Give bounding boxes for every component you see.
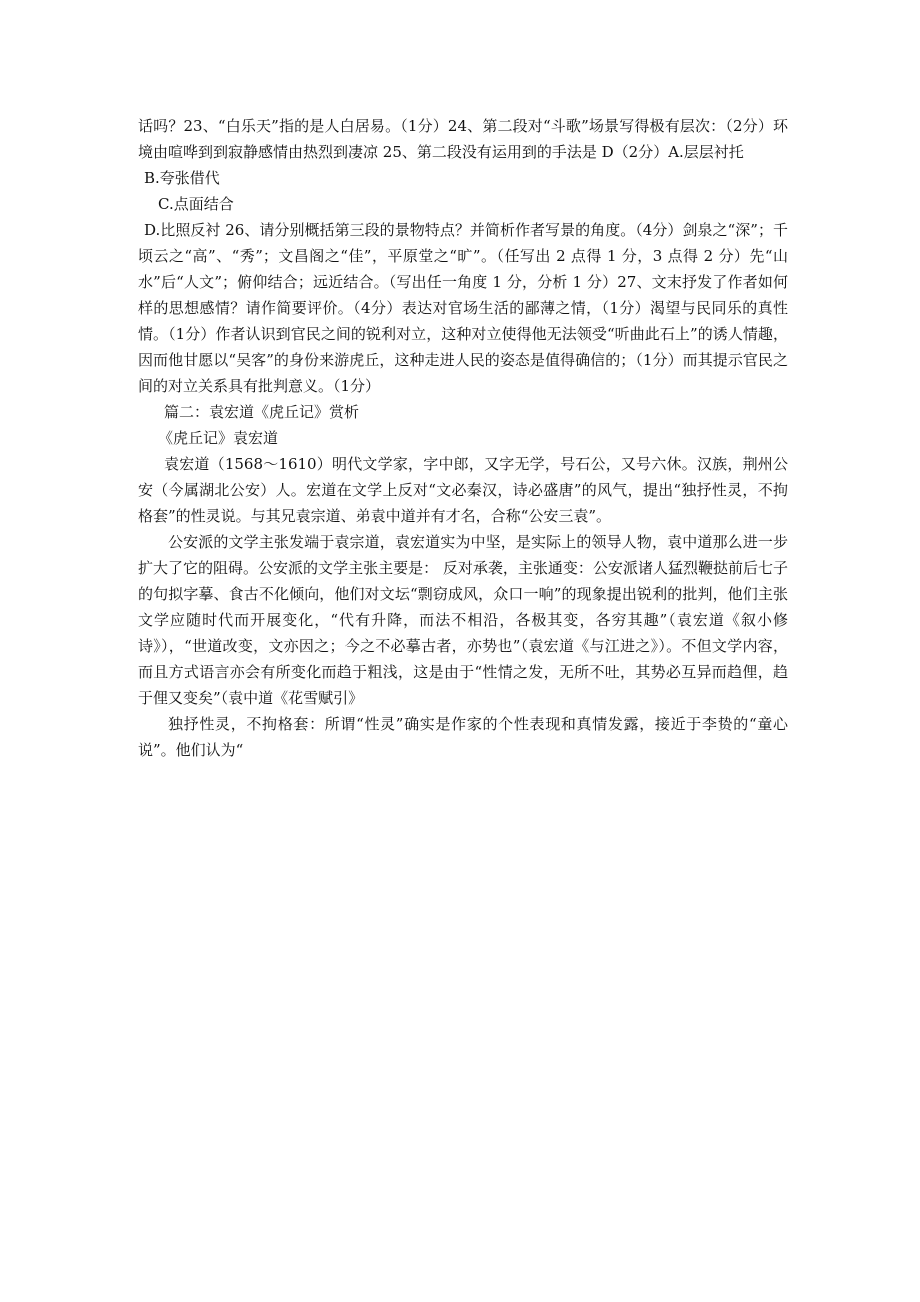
section-heading-part-two: 篇二：袁宏道《虎丘记》赏析 [164,403,360,421]
paragraph-answers-26-27: D.比照反衬 26、请分别概括第三段的景物特点？并简析作者写景的角度。（4分）剑泉之“深”；千顷云之“高”、“秀”；文昌阁之“佳”，平原堂之“旷”。（任写出 2 点得 1 分，3 点得 2 分）先“山水”后“人文”；俯仰结合；远近结合。（写出任一角度 1 分，分析 1 分）27、文末抒发了作者如何样的思想感情？请作简要评价。（4分）表达对官场生活的鄙薄之情，（1分）渴望与民同乐的真性情。（1分）作者认识到官民之间的锐利对立，这种对立使得他无法领受“听曲此石上”的诱人情趣，因而他甘愿以“吴客”的身份来游虎丘，这种走进人民的姿态是值得确信的；（1分）而其提示官民之间的对立关系具有批判意义。（1分） [138,221,788,395]
paragraph-xingling: 独抒性灵，不拘格套：所谓“性灵”确实是作家的个性表现和真情发露，接近于李贽的“童心说”。他们认为“ [138,715,788,759]
paragraph-gongan-school: 公安派的文学主张发端于袁宗道，袁宏道实为中坚，是实际上的领导人物，袁中道那么进一步扩大了它的阻碍。公安派的文学主张主要是： 反对承袭，主张通变：公安派诸人猛烈鞭挞前后七子的句拟字摹、食古不化倾向，他们对文坛“剽窃成风，众口一响”的现象提出锐利的批判，他们主张文学应随时代而开展变化，“代有升降，而法不相沿，各极其变，各穷其趣”（袁宏道《叙小修诗》），“世道改变，文亦因之；今之不必摹古者，亦势也”（袁宏道《与江进之》）。不但文学内容，而且方式语言亦会有所变化而趋于粗浅，这是由于“性情之发，无所不吐，其势必互异而趋俚，趋于俚又变矣”（袁中道《花雪赋引》 [138,533,788,707]
document-page [138,113,788,763]
paragraph-option-b: B.夸张借代 [144,169,220,187]
article-title: 《虎丘记》袁宏道 [158,429,279,447]
paragraph-answers-23-25: 话吗？23、“白乐天”指的是人白居易。（1分）24、第二段对“斗歌”场景写得极有层次：（2分）环境由喧哗到到寂静感情由热烈到凄凉 25、第二段没有运用到的手法是 D（2分）A.层层衬托 [138,117,788,161]
paragraph-option-c: C.点面结合 [158,195,234,213]
paragraph-author-bio: 袁宏道（1568～1610）明代文学家，字中郎，又字无学，号石公，又号六休。汉族，荆州公安（今属湖北公安）人。宏道在文学上反对“文必秦汉，诗必盛唐”的风气，提出“独抒性灵，不拘格套”的性灵说。与其兄袁宗道、弟袁中道并有才名，合称“公安三袁”。 [138,455,788,525]
